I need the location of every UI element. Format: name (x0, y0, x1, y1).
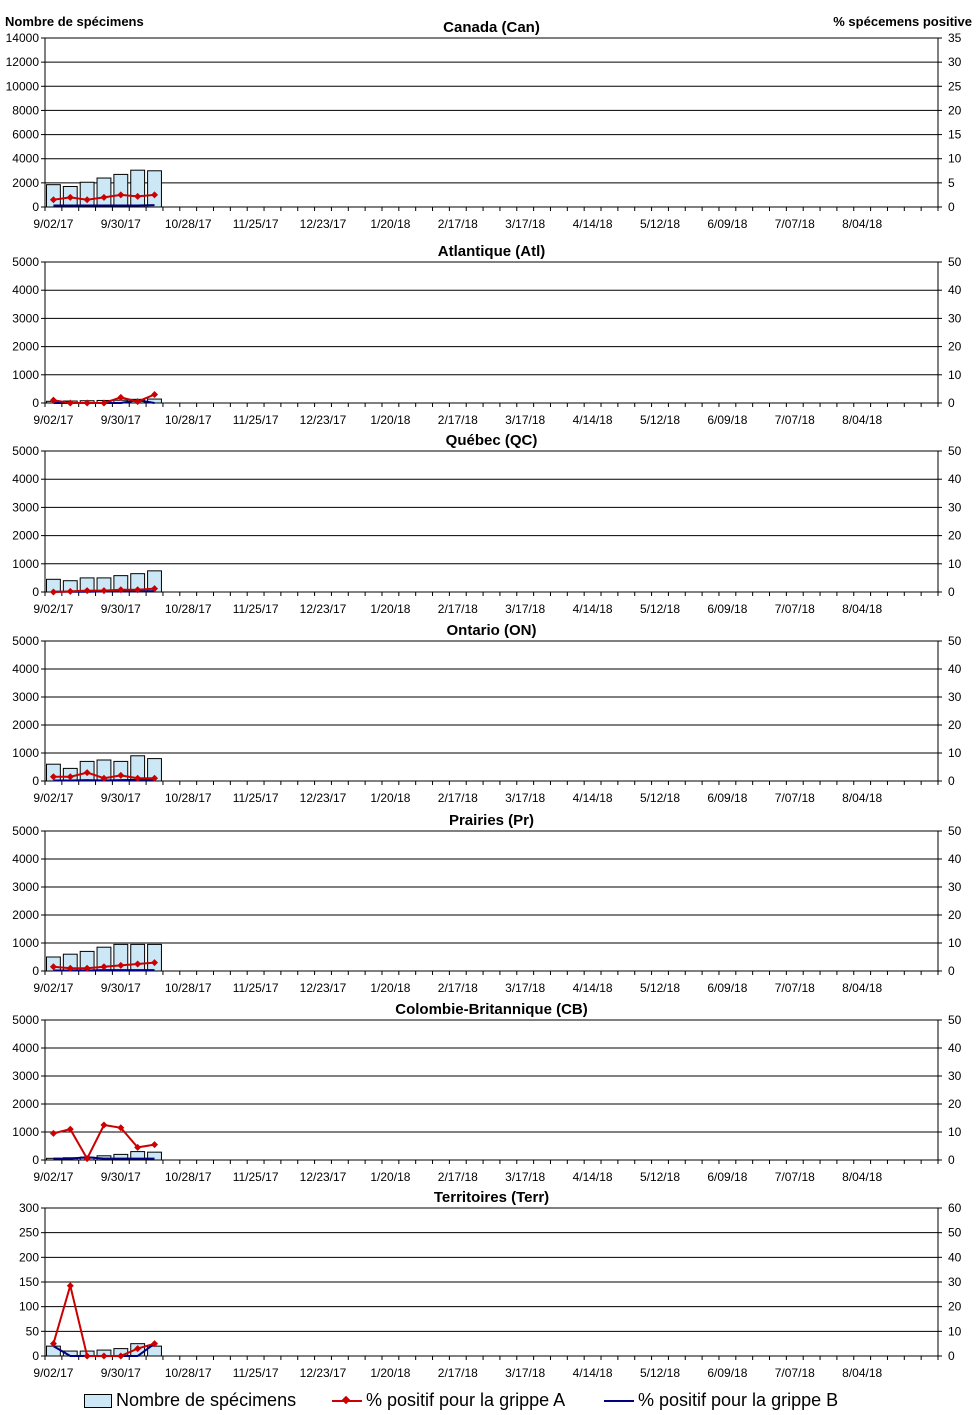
y-tick-label-right: 10 (948, 1324, 962, 1339)
y-tick-label-right: 0 (948, 774, 955, 788)
y-tick-label-right: 0 (948, 396, 955, 410)
y-tick-label-left: 4000 (12, 283, 39, 298)
y-tick-label-right: 0 (948, 585, 955, 599)
y-tick-label-right: 40 (948, 472, 962, 487)
y-tick-label-left: 4000 (12, 472, 39, 487)
y-tick-label-right: 0 (948, 964, 955, 978)
x-tick-label: 10/28/17 (164, 602, 212, 616)
y-tick-label-left: 3000 (12, 880, 39, 894)
x-tick-label: 9/02/17 (33, 791, 74, 805)
y-tick-label-right: 30 (948, 1275, 962, 1289)
legend-item-specimens (84, 1390, 296, 1411)
legend-item-flu-a (332, 1390, 565, 1411)
y-tick-label-left: 3000 (12, 1069, 39, 1083)
y-tick-label-left: 1000 (12, 367, 39, 382)
y-tick-label-left: 0 (32, 774, 39, 788)
x-tick-label: 5/12/18 (639, 602, 681, 616)
bar-specimens (114, 174, 128, 207)
marker-flu-a (151, 1141, 158, 1148)
y-tick-label-right: 50 (948, 1225, 962, 1240)
x-tick-label: 1/20/18 (370, 1366, 411, 1380)
x-tick-label: 6/09/18 (707, 981, 748, 995)
x-tick-label: 8/04/18 (842, 602, 883, 616)
x-tick-label: 4/14/18 (572, 602, 613, 616)
right-axis-header: % spécemens positive (833, 14, 972, 29)
y-tick-label-left: 300 (18, 1201, 39, 1215)
x-tick-label: 5/12/18 (639, 1366, 681, 1380)
y-tick-label-left: 4000 (12, 151, 39, 166)
y-tick-label-left: 10000 (5, 79, 39, 94)
y-tick-label-right: 50 (948, 634, 962, 648)
x-tick-label: 8/04/18 (842, 1366, 883, 1380)
y-tick-label-left: 1000 (12, 1125, 39, 1139)
x-tick-label: 9/02/17 (33, 413, 74, 427)
y-tick-label-left: 8000 (12, 103, 39, 118)
y-tick-label-right: 35 (948, 31, 962, 45)
x-tick-label: 4/14/18 (572, 413, 613, 427)
y-tick-label-right: 10 (948, 556, 962, 571)
y-tick-label-right: 20 (948, 103, 962, 118)
panel-title: Prairies (Pr) (448, 812, 535, 829)
x-tick-label: 4/14/18 (572, 1366, 613, 1380)
y-tick-label-left: 1000 (12, 746, 39, 760)
y-tick-label-left: 3000 (12, 500, 39, 515)
x-tick-label: 3/17/18 (505, 602, 546, 616)
x-tick-label: 9/02/17 (33, 1170, 74, 1184)
x-tick-label: 2/17/18 (437, 1366, 478, 1380)
panel-1 (12, 243, 961, 427)
y-tick-label-left: 200 (18, 1250, 39, 1265)
x-tick-label: 11/25/17 (232, 1366, 279, 1380)
panel-0 (6, 19, 962, 231)
panel-5 (12, 1001, 961, 1184)
y-tick-label-right: 0 (948, 200, 955, 214)
x-tick-label: 10/28/17 (164, 217, 212, 231)
bar-specimens (148, 171, 162, 207)
y-tick-label-left: 50 (25, 1324, 39, 1339)
legend (0, 1388, 978, 1414)
y-tick-label-right: 40 (948, 1041, 962, 1055)
y-tick-label-right: 30 (948, 55, 962, 70)
bar-specimens (148, 944, 162, 971)
y-tick-label-left: 5000 (12, 824, 39, 838)
y-tick-label-right: 60 (948, 1201, 962, 1215)
x-tick-label: 2/17/18 (437, 602, 478, 616)
x-tick-label: 7/07/18 (774, 791, 815, 805)
x-tick-label: 1/20/18 (370, 217, 411, 231)
x-tick-label: 3/17/18 (505, 217, 546, 231)
x-tick-label: 10/28/17 (164, 1366, 212, 1380)
x-tick-label: 11/25/17 (232, 217, 279, 231)
y-tick-label-left: 1000 (12, 556, 39, 571)
y-tick-label-left: 0 (32, 1349, 39, 1363)
x-tick-label: 9/30/17 (100, 981, 141, 995)
x-tick-label: 4/14/18 (572, 981, 613, 995)
x-tick-label: 11/25/17 (232, 981, 279, 995)
y-tick-label-right: 10 (948, 367, 962, 382)
y-tick-label-right: 30 (948, 1069, 962, 1083)
y-tick-label-right: 40 (948, 852, 962, 866)
y-tick-label-right: 20 (948, 528, 962, 543)
x-tick-label: 12/23/17 (299, 981, 347, 995)
x-tick-label: 1/20/18 (370, 413, 411, 427)
panel-title: Québec (QC) (445, 432, 538, 449)
x-tick-label: 2/17/18 (437, 413, 478, 427)
x-tick-label: 9/02/17 (33, 1366, 74, 1380)
x-tick-label: 7/07/18 (774, 1366, 815, 1380)
x-tick-label: 4/14/18 (572, 1170, 613, 1184)
panel-title: Canada (Can) (443, 19, 540, 36)
x-tick-label: 6/09/18 (707, 217, 748, 231)
x-tick-label: 3/17/18 (505, 1170, 546, 1184)
x-tick-label: 4/14/18 (572, 791, 613, 805)
y-tick-label-left: 5000 (12, 444, 39, 458)
y-tick-label-left: 5000 (12, 255, 39, 269)
x-tick-label: 9/30/17 (100, 217, 141, 231)
x-tick-label: 9/02/17 (33, 602, 74, 616)
x-tick-label: 8/04/18 (842, 413, 883, 427)
x-tick-label: 12/23/17 (299, 1170, 347, 1184)
x-tick-label: 1/20/18 (370, 791, 411, 805)
x-tick-label: 9/30/17 (100, 602, 141, 616)
x-tick-label: 1/20/18 (370, 602, 411, 616)
y-tick-label-right: 10 (948, 1125, 962, 1139)
legend-label-flu-a: % positif pour la grippe A (366, 1390, 566, 1410)
legend-bar-swatch (84, 1394, 112, 1408)
y-tick-label-right: 0 (948, 1349, 955, 1363)
y-tick-label-right: 20 (948, 718, 962, 732)
y-tick-label-left: 2000 (12, 528, 39, 543)
y-tick-label-right: 50 (948, 444, 962, 458)
x-tick-label: 4/14/18 (572, 217, 613, 231)
y-tick-label-right: 20 (948, 1299, 962, 1314)
y-tick-label-right: 40 (948, 662, 962, 676)
y-tick-label-right: 30 (948, 500, 962, 515)
x-tick-label: 5/12/18 (639, 217, 681, 231)
x-tick-label: 7/07/18 (774, 602, 815, 616)
y-tick-label-right: 20 (948, 1097, 962, 1111)
x-tick-label: 11/25/17 (232, 413, 279, 427)
x-tick-label: 11/25/17 (232, 1170, 279, 1184)
x-tick-label: 3/17/18 (505, 1366, 546, 1380)
x-tick-label: 2/17/18 (437, 217, 478, 231)
x-tick-label: 7/07/18 (774, 217, 815, 231)
x-tick-label: 6/09/18 (707, 1366, 748, 1380)
y-tick-label-left: 2000 (12, 339, 39, 354)
x-tick-label: 7/07/18 (774, 413, 815, 427)
y-tick-label-left: 100 (18, 1299, 39, 1314)
x-tick-label: 3/17/18 (505, 791, 546, 805)
y-tick-label-left: 4000 (12, 662, 39, 676)
x-tick-label: 6/09/18 (707, 1170, 748, 1184)
x-tick-label: 1/20/18 (370, 981, 411, 995)
x-tick-label: 3/17/18 (505, 413, 546, 427)
x-tick-label: 8/04/18 (842, 217, 883, 231)
y-tick-label-right: 30 (948, 311, 962, 326)
bar-specimens (80, 182, 94, 207)
y-tick-label-right: 0 (948, 1153, 955, 1167)
x-tick-label: 7/07/18 (774, 1170, 815, 1184)
bar-specimens (47, 1346, 61, 1356)
x-tick-label: 5/12/18 (639, 791, 681, 805)
x-tick-label: 10/28/17 (164, 413, 212, 427)
x-tick-label: 2/17/18 (437, 1170, 478, 1184)
x-tick-label: 2/17/18 (437, 791, 478, 805)
y-tick-label-left: 250 (18, 1225, 39, 1240)
bar-specimens (97, 178, 111, 207)
x-tick-label: 9/30/17 (100, 413, 141, 427)
x-tick-label: 5/12/18 (639, 413, 681, 427)
x-tick-label: 5/12/18 (639, 981, 681, 995)
x-tick-label: 9/30/17 (100, 1366, 141, 1380)
y-tick-label-left: 2000 (12, 1097, 39, 1111)
x-tick-label: 12/23/17 (299, 413, 347, 427)
x-tick-label: 12/23/17 (299, 791, 347, 805)
y-tick-label-left: 0 (32, 1153, 39, 1167)
panel-3 (12, 622, 961, 805)
x-tick-label: 12/23/17 (299, 217, 347, 231)
y-tick-label-right: 50 (948, 255, 962, 269)
y-tick-label-left: 0 (32, 396, 39, 410)
y-tick-label-left: 12000 (5, 55, 39, 70)
x-tick-label: 12/23/17 (299, 602, 347, 616)
y-tick-label-left: 2000 (12, 908, 39, 922)
panel-title: Ontario (ON) (446, 622, 537, 639)
y-tick-label-left: 6000 (12, 127, 39, 142)
x-tick-label: 8/04/18 (842, 1170, 883, 1184)
panel-2 (12, 432, 961, 616)
x-tick-label: 10/28/17 (164, 791, 212, 805)
y-tick-label-right: 20 (948, 908, 962, 922)
x-tick-label: 10/28/17 (164, 981, 212, 995)
y-tick-label-right: 50 (948, 1013, 962, 1027)
x-tick-label: 8/04/18 (842, 791, 883, 805)
y-tick-label-left: 1000 (12, 936, 39, 950)
y-tick-label-right: 25 (948, 79, 962, 94)
x-tick-label: 2/17/18 (437, 981, 478, 995)
x-tick-label: 6/09/18 (707, 791, 748, 805)
panel-title: Colombie-Britannique (CB) (395, 1001, 588, 1018)
legend-flu-b-swatch (604, 1394, 634, 1408)
x-tick-label: 9/30/17 (100, 1170, 141, 1184)
panel-6 (19, 1189, 962, 1380)
y-tick-label-right: 20 (948, 339, 962, 354)
legend-item-flu-b (604, 1390, 838, 1411)
x-tick-label: 6/09/18 (707, 602, 748, 616)
legend-label-specimens: Nombre de spécimens (116, 1390, 297, 1410)
x-tick-label: 10/28/17 (164, 1170, 212, 1184)
y-tick-label-left: 2000 (12, 175, 39, 190)
panel-4 (12, 812, 961, 995)
y-tick-label-right: 30 (948, 690, 962, 704)
y-tick-label-left: 4000 (12, 1041, 39, 1055)
y-tick-label-left: 5000 (12, 1013, 39, 1027)
x-tick-label: 7/07/18 (774, 981, 815, 995)
x-tick-label: 11/25/17 (232, 602, 279, 616)
x-tick-label: 8/04/18 (842, 981, 883, 995)
x-tick-label: 11/25/17 (232, 791, 279, 805)
y-tick-label-left: 3000 (12, 690, 39, 704)
x-tick-label: 6/09/18 (707, 413, 748, 427)
x-tick-label: 1/20/18 (370, 1170, 411, 1184)
marker-flu-a (67, 1282, 74, 1289)
marker-flu-a (151, 391, 158, 398)
y-tick-label-right: 40 (948, 283, 962, 298)
x-tick-label: 9/02/17 (33, 217, 74, 231)
legend-label-flu-b: % positif pour la grippe B (638, 1390, 839, 1410)
y-tick-label-right: 40 (948, 1250, 962, 1265)
x-tick-label: 9/02/17 (33, 981, 74, 995)
y-tick-label-left: 2000 (12, 718, 39, 732)
y-tick-label-right: 10 (948, 151, 962, 166)
left-axis-header: Nombre de spécimens (5, 14, 144, 29)
y-tick-label-left: 3000 (12, 311, 39, 326)
bar-specimens (47, 185, 61, 207)
y-tick-label-left: 0 (32, 200, 39, 214)
y-tick-label-left: 150 (18, 1275, 39, 1289)
x-tick-label: 9/30/17 (100, 791, 141, 805)
y-tick-label-left: 0 (32, 585, 39, 599)
legend-flu-a-swatch (332, 1394, 362, 1408)
x-tick-label: 3/17/18 (505, 981, 546, 995)
x-tick-label: 5/12/18 (639, 1170, 681, 1184)
marker-flu-a (50, 1130, 57, 1137)
y-tick-label-left: 5000 (12, 634, 39, 648)
panel-title: Territoires (Terr) (433, 1189, 550, 1206)
y-tick-label-right: 50 (948, 824, 962, 838)
x-tick-label: 12/23/17 (299, 1366, 347, 1380)
panel-title: Atlantique (Atl) (437, 243, 546, 260)
y-tick-label-right: 10 (948, 936, 962, 950)
y-tick-label-left: 0 (32, 964, 39, 978)
y-tick-label-left: 14000 (5, 31, 39, 45)
y-tick-label-right: 5 (948, 175, 955, 190)
bar-specimens (131, 170, 145, 207)
y-tick-label-right: 15 (948, 127, 962, 142)
y-tick-label-right: 10 (948, 746, 962, 760)
y-tick-label-right: 30 (948, 880, 962, 894)
marker-flu-a (100, 1122, 107, 1129)
y-tick-label-left: 4000 (12, 852, 39, 866)
